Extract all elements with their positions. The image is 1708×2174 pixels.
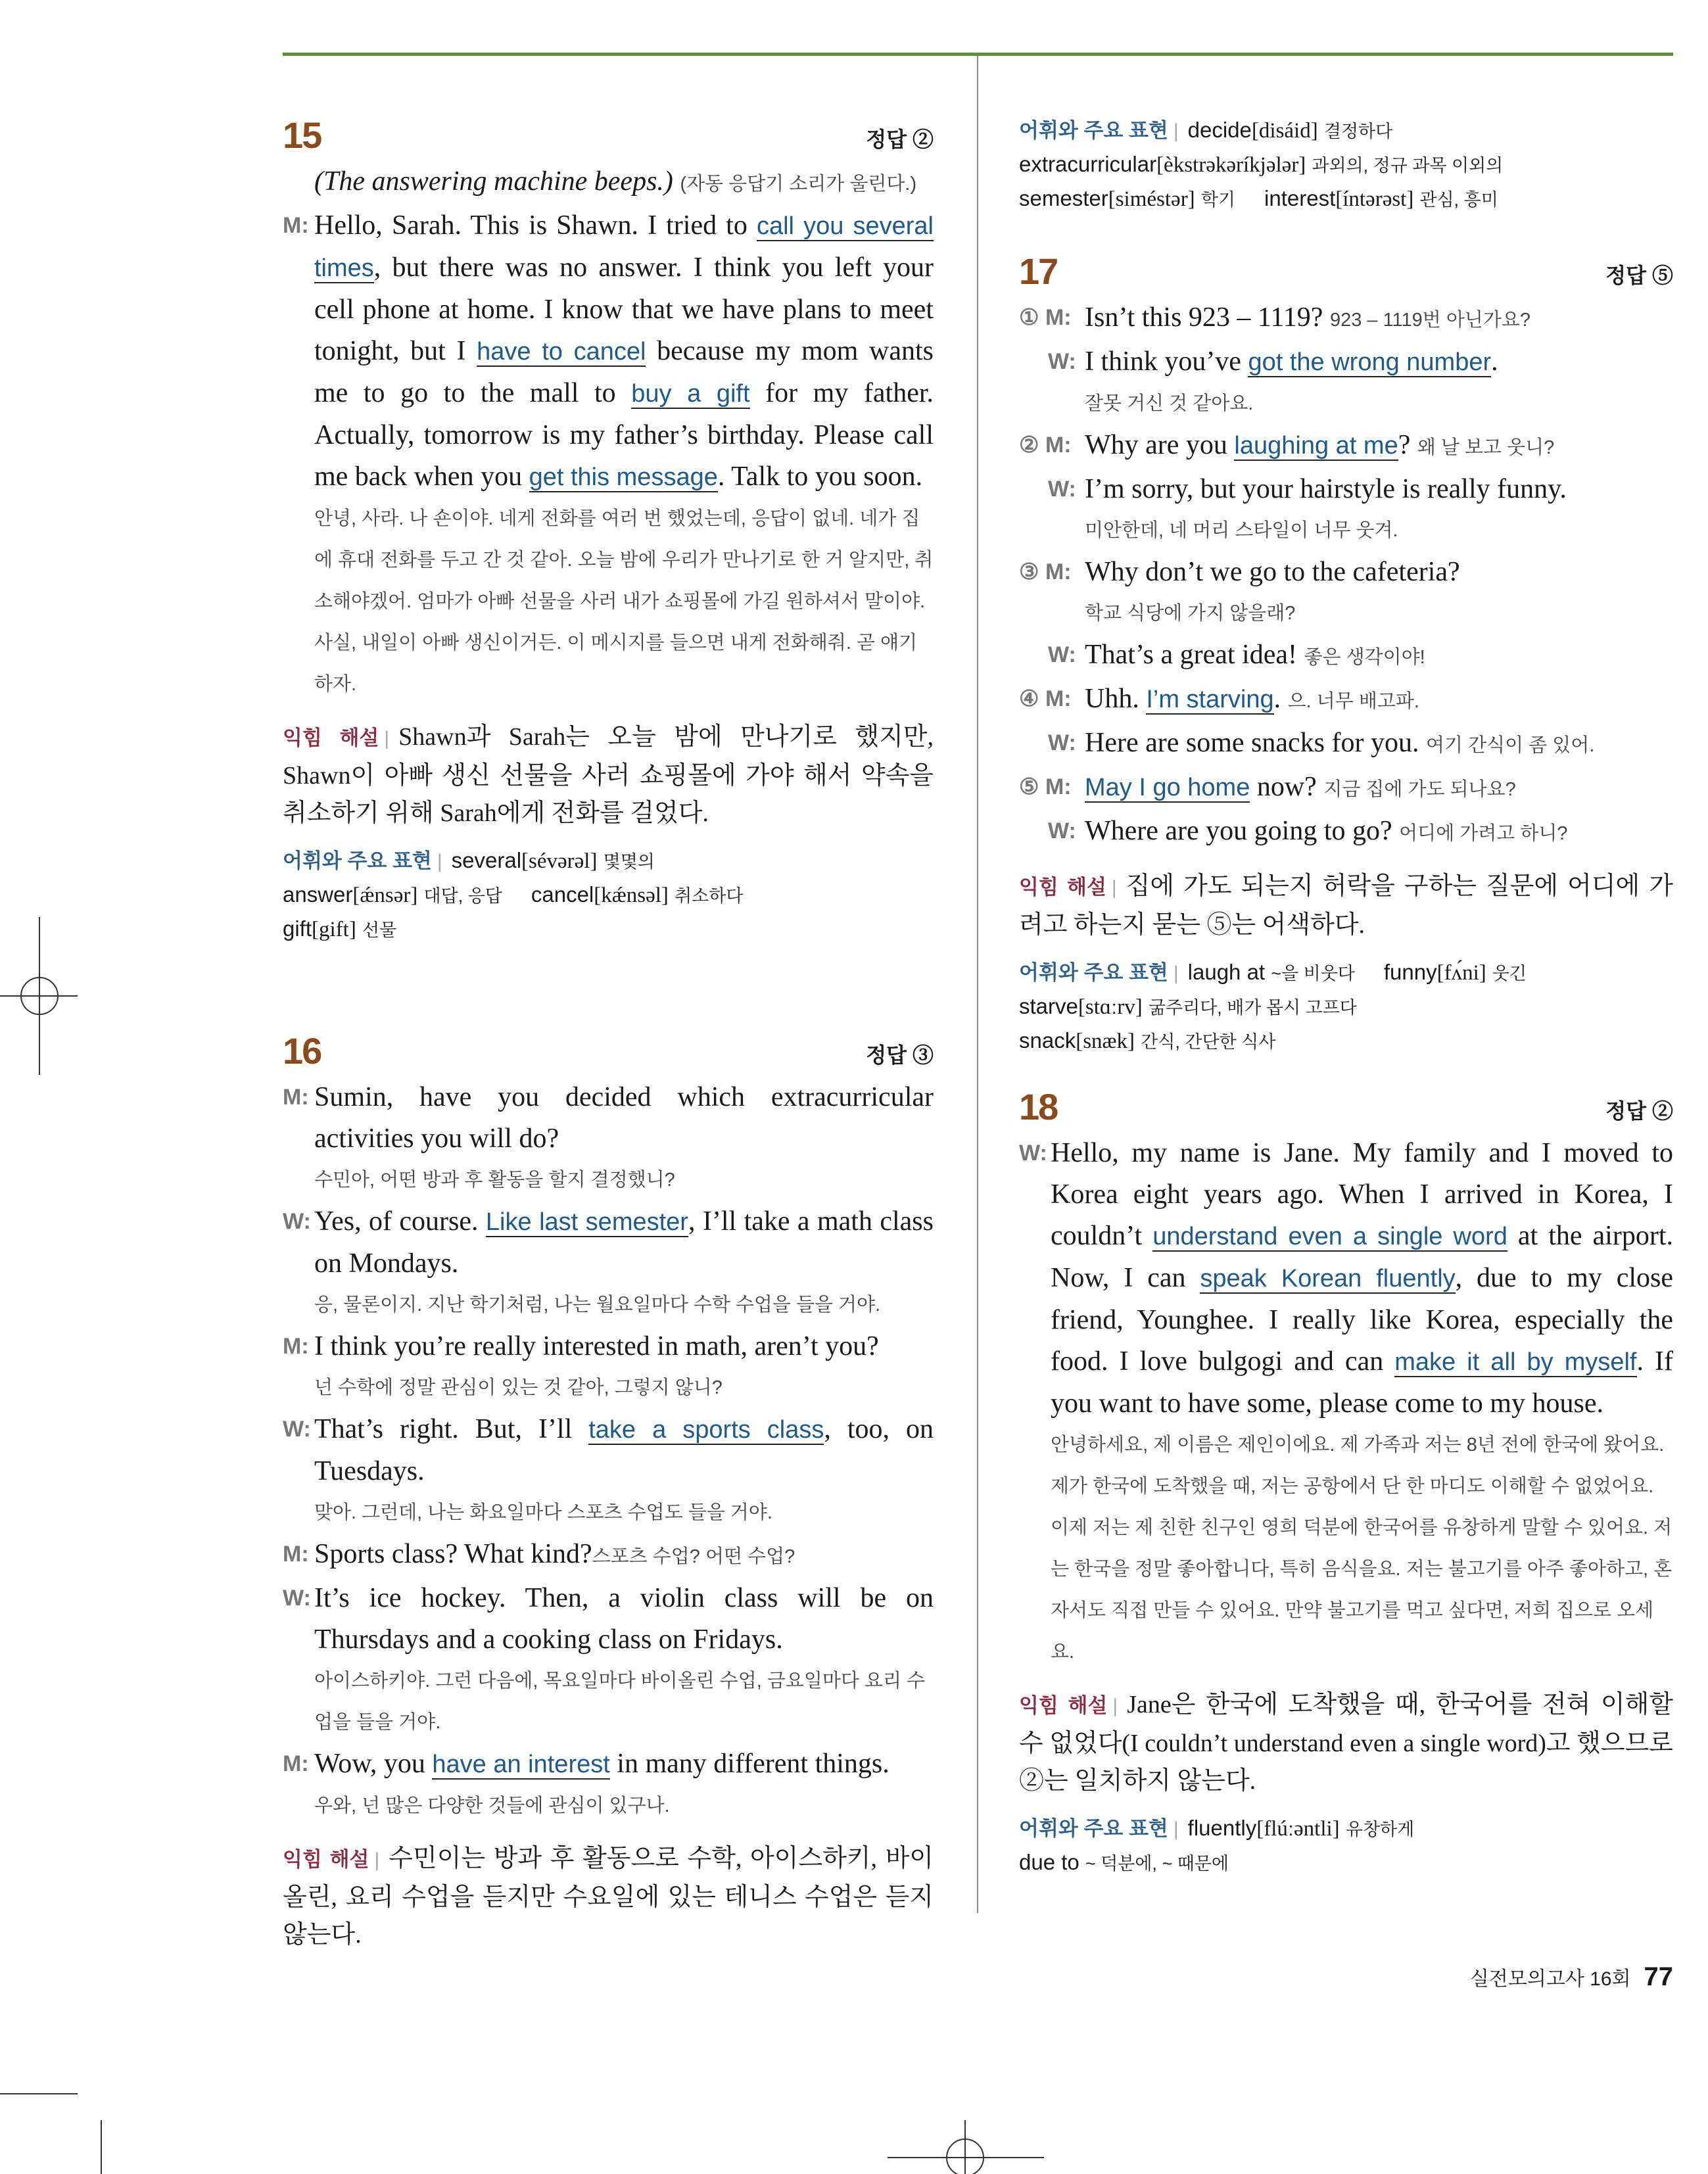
explanation-label: 익힘 해설	[283, 726, 379, 749]
vocab-pronunciation: [stɑːrv]	[1078, 995, 1143, 1019]
vocab-meaning: 유창하게	[1345, 1820, 1415, 1839]
speaker: W:	[283, 1417, 311, 1442]
vocab-meaning: 간식, 간단한 식사	[1141, 1032, 1276, 1052]
separator: |	[437, 851, 442, 872]
key-expression: Like last semester	[485, 1208, 688, 1236]
speaker: W:	[1048, 349, 1076, 374]
explanation-text: Jane은 한국에 도착했을 때, 한국어를 전혀 이해할 수 없었다(I couldn’t understand even a single word)고 했으므로 ②는 일치하지 않는다.	[1019, 1691, 1673, 1795]
option-marker: ⑤	[1019, 774, 1039, 799]
separator: |	[384, 728, 390, 749]
dialogue-text: Why are you	[1085, 430, 1235, 460]
vocab-word: starve	[1019, 994, 1078, 1018]
speaker: W:	[1048, 477, 1076, 502]
key-expression: have an interest	[432, 1751, 610, 1778]
translation: 맞아. 그런데, 나는 화요일마다 스포츠 수업도 들을 거야.	[314, 1502, 772, 1523]
speaker: M:	[283, 1542, 309, 1567]
dialogue-text: in many different things.	[609, 1749, 890, 1779]
speaker: W:	[283, 1209, 311, 1234]
stage-direction-text: (The answering machine beeps.)	[314, 166, 673, 197]
option-marker: ①	[1019, 305, 1039, 330]
separator: |	[1173, 120, 1179, 142]
vocab-meaning: 과외의, 정규 과목 이외의	[1312, 156, 1504, 176]
dialogue-text: .	[1273, 684, 1288, 714]
dialogue-text: because my mom wants me to go to the mall to	[314, 336, 934, 408]
separator: |	[1173, 962, 1179, 984]
vocab-word: semester	[1019, 186, 1108, 210]
vocab-label: 어휘와 주요 표현	[1019, 119, 1168, 142]
vocab-word: laugh at	[1187, 960, 1266, 984]
speaker: W:	[283, 1586, 311, 1611]
dialogue-text: That’s right. But, I’ll	[314, 1414, 589, 1444]
key-expression: make it all by myself	[1394, 1348, 1637, 1376]
speaker: M:	[1045, 686, 1072, 711]
inline-translation: 으. 너무 배고파.	[1287, 691, 1419, 712]
vocab-pronunciation: [flúːəntli]	[1256, 1817, 1340, 1841]
key-expression: laughing at me	[1234, 432, 1398, 460]
translation: 잘못 거신 것 같아요.	[1085, 393, 1254, 414]
inline-translation: 어디에 가려고 하니?	[1399, 823, 1568, 844]
speaker: M:	[283, 1334, 309, 1359]
speaker: M:	[1045, 305, 1072, 330]
key-expression: buy a gift	[631, 380, 750, 408]
dialogue-text: I think you’ve	[1085, 346, 1248, 377]
dialogue-text: .	[1491, 346, 1498, 377]
vocab-meaning: 학기	[1200, 190, 1236, 210]
vocab-word: fluently	[1187, 1816, 1257, 1840]
vocab-meaning: 관심, 흥미	[1419, 190, 1498, 210]
dialogue-text: That’s a great idea!	[1085, 640, 1304, 670]
dialogue-text: for my father. Actually, tomorrow is my father’s birthday. Please call me back when you	[314, 378, 934, 492]
inline-translation: 지금 집에 가도 되나요?	[1323, 779, 1516, 800]
speaker: M:	[1045, 774, 1072, 799]
vocab-meaning: 선물	[362, 920, 397, 940]
translation: 안녕, 사라. 나 숀이야. 네게 전화를 여러 번 했었는데, 응답이 없네. 네가 집에 휴대 전화를 두고 간 것 같아. 오늘 밤에 우리가 만나기로 한 거 알지만, 취소해야겠어. 엄마가 아빠 선물을 사러 내가 쇼핑몰에 가길 원하셔서 말이야. 사실, 내일이 아빠 생신이거든. 이 메시지를 들으면 내게 전화해줘. 곧 얘기하자.	[314, 508, 934, 695]
key-expression: have to cancel	[477, 338, 646, 366]
vocab-meaning: 취소하다	[675, 886, 744, 906]
question-number: 16	[283, 1030, 321, 1072]
footer-title: 실전모의고사 16회	[1469, 1968, 1631, 1990]
vocab-label: 어휘와 주요 표현	[283, 849, 432, 872]
dialogue-text: Hello, Sarah. This is Shawn. I tried to	[314, 210, 757, 241]
answer-label: 정답	[866, 1043, 907, 1067]
vocab-word: funny	[1383, 960, 1437, 984]
vocab-pronunciation: [disáid]	[1251, 119, 1318, 143]
key-expression: understand even a single word	[1152, 1223, 1507, 1250]
vocab-word: extracurricular	[1019, 152, 1157, 176]
vocab-pronunciation: [siméstər]	[1108, 187, 1195, 211]
vocab-pronunciation: [snæk]	[1076, 1029, 1135, 1053]
translation: 우와, 넌 많은 다양한 것들에 관심이 있구나.	[314, 1795, 670, 1816]
option-marker: ④	[1019, 686, 1039, 711]
vocab-word: due to	[1019, 1850, 1079, 1874]
vocab-label: 어휘와 주요 표현	[1019, 961, 1168, 984]
vocab-pronunciation: [íntərəst]	[1335, 187, 1414, 211]
dialogue-text: . If you want to have some, please come to my house.	[1051, 1346, 1674, 1419]
inline-translation: 923 – 1119번 아닌가요?	[1329, 310, 1531, 331]
dialogue-text: , I’ll take a math class on Mondays.	[314, 1206, 934, 1279]
translation: 안녕하세요, 제 이름은 제인이에요. 제 가족과 저는 8년 전에 한국에 왔어요. 제가 한국에 도착했을 때, 저는 공항에서 단 한 마디도 이해할 수 없었어요. 이제 저는 제 친한 친구인 영희 덕분에 한국어를 유창하게 말할 수 있어요. 저는 한국을 정말 좋아합니다, 특히 음식을요. 저는 불고기를 아주 좋아하고, 혼자서도 직접 만들 수 있어요. 만약 불고기를 먹고 싶다면, 저희 집으로 오세요.	[1051, 1434, 1672, 1663]
speaker: W:	[1048, 730, 1076, 755]
question-number: 15	[283, 114, 321, 156]
dialogue-text: I think you’re really interested in math, aren’t you?	[314, 1331, 879, 1361]
dialogue-text: Isn’t this 923 – 1119?	[1085, 302, 1330, 333]
vocab-word: gift	[283, 916, 312, 941]
answer-label: 정답	[1605, 264, 1647, 287]
vocab-pronunciation: [gift]	[312, 918, 356, 941]
speaker: M:	[1045, 433, 1072, 458]
explanation-text: 수민이는 방과 후 활동으로 수학, 아이스하키, 바이올린, 요리 수업을 듣지만 수요일에 있는 테니스 수업은 듣지 않는다.	[283, 1845, 934, 1949]
key-expression: speak Korean fluently	[1200, 1265, 1456, 1292]
dialogue-text: Hello, my name is Jane. My family and I moved to Korea eight years ago. When I arrived in Korea, I couldn’t	[1051, 1138, 1673, 1251]
vocab-word: decide	[1187, 118, 1252, 142]
vocab-meaning: ~을 비웃다	[1271, 964, 1355, 983]
dialogue-text: It’s ice hockey. Then, a violin class will be on Thursdays and a cooking class on Fridays.	[314, 1583, 934, 1655]
dialogue-text: at the airport. Now, I can	[1051, 1221, 1673, 1293]
dialogue-text: I’m sorry, but your hairstyle is really funny.	[1085, 474, 1567, 504]
question-number: 17	[1019, 250, 1058, 292]
vocab-meaning: 결정하다	[1323, 122, 1393, 141]
inline-translation: 좋은 생각이야!	[1304, 647, 1425, 668]
explanation-label: 익힘 해설	[1019, 1694, 1108, 1717]
answer-label: 정답	[1605, 1099, 1647, 1123]
key-expression: take a sports class	[588, 1416, 824, 1444]
translation: 학교 식당에 가지 않을래?	[1085, 603, 1296, 624]
dialogue-text: ?	[1398, 430, 1417, 460]
dialogue-text: Here are some snacks for you.	[1085, 728, 1426, 758]
vocab-meaning: ~ 덕분에, ~ 때문에	[1085, 1854, 1229, 1874]
dialogue-text: now?	[1250, 772, 1324, 802]
separator: |	[1112, 1695, 1118, 1717]
key-expression: call you several times	[314, 212, 934, 282]
key-expression: got the wrong number	[1248, 348, 1492, 376]
vocab-word: several	[451, 848, 522, 872]
speaker: M:	[1045, 559, 1072, 584]
answer-value: ②	[1651, 1099, 1673, 1123]
explanation-label: 익힘 해설	[283, 1848, 369, 1871]
vocab-word: answer	[283, 882, 353, 907]
vocab-word: cancel	[531, 882, 594, 907]
translation: 넌 수학에 정말 관심이 있는 것 같아, 그렇지 않니?	[314, 1377, 723, 1398]
vocab-pronunciation: [èkstrəkəríkjələr]	[1156, 153, 1306, 177]
explanation-label: 익힘 해설	[1019, 876, 1106, 899]
translation: 응, 물론이지. 지난 학기처럼, 나는 월요일마다 수학 수업을 들을 거야.	[314, 1294, 881, 1315]
speaker: M:	[283, 1085, 309, 1110]
speaker: W:	[1019, 1141, 1047, 1166]
dialogue-text: Wow, you	[314, 1749, 433, 1779]
vocab-meaning: 굶주리다, 배가 몹시 고프다	[1148, 998, 1357, 1018]
translation: 수민아, 어떤 방과 후 활동을 할지 결정했니?	[314, 1170, 675, 1191]
answer-value: ②	[912, 128, 934, 151]
vocab-label: 어휘와 주요 표현	[1019, 1817, 1168, 1840]
translation: 아이스하키야. 그런 다음에, 목요일마다 바이올린 수업, 금요일마다 요리 수업을 들을 거야.	[314, 1670, 926, 1733]
dialogue-text: . Talk to you soon.	[717, 461, 923, 492]
vocab-meaning: 웃긴	[1492, 964, 1527, 983]
speaker: M:	[283, 1751, 309, 1776]
explanation-text: Shawn과 Sarah는 오늘 밤에 만나기로 했지만, Shawn이 아빠 생신 선물을 사러 쇼핑몰에 가야 해서 약속을 취소하기 위해 Sarah에게 전화를 걸었다.	[283, 723, 934, 827]
vocab-pronunciation: [fʌ́ni]	[1436, 961, 1486, 985]
dialogue-text: Sports class? What kind?	[314, 1539, 592, 1569]
inline-translation: 스포츠 수업? 어떤 수업?	[592, 1546, 795, 1567]
key-expression: May I go home	[1085, 774, 1250, 801]
vocab-pronunciation: [ǽnsər]	[352, 884, 418, 907]
answer-value: ⑤	[1651, 264, 1673, 287]
dialogue-text: Sumin, have you decided which extracurricular activities you will do?	[314, 1082, 934, 1154]
dialogue-text: , due to my close friend, Younghee. I really like Korea, especially the food. I love bulgogi and can	[1051, 1263, 1673, 1377]
key-expression: I’m starving	[1146, 686, 1274, 713]
page-number: 77	[1644, 1962, 1673, 1991]
option-marker: ③	[1019, 559, 1039, 584]
key-expression: get this message	[529, 463, 718, 491]
speaker: M:	[283, 213, 309, 238]
dialogue-text: Uhh.	[1085, 684, 1147, 714]
separator: |	[374, 1849, 380, 1871]
option-marker: ②	[1019, 433, 1039, 458]
speaker: W:	[1048, 642, 1076, 667]
inline-translation: 여기 간식이 좀 있어.	[1425, 735, 1595, 756]
answer-value: ③	[912, 1043, 934, 1067]
answer-label: 정답	[866, 128, 907, 151]
vocab-pronunciation: [kǽnsəl]	[594, 884, 669, 907]
vocab-meaning: 대답, 응답	[423, 886, 502, 906]
separator: |	[1111, 877, 1117, 899]
translation: 미안한데, 네 머리 스타일이 너무 웃겨.	[1085, 520, 1398, 541]
vocab-pronunciation: [sévərəl]	[521, 849, 598, 873]
question-number: 18	[1019, 1086, 1058, 1127]
inline-translation: 왜 날 보고 웃니?	[1417, 437, 1555, 458]
dialogue-text: Where are you going to go?	[1085, 816, 1400, 846]
explanation-text: 집에 가도 되는지 허락을 구하는 질문에 어디에 가려고 하는지 묻는 ⑤는 어색하다.	[1019, 872, 1673, 939]
dialogue-text: Why don’t we go to the cafeteria?	[1085, 557, 1460, 587]
dialogue-text: , too, on Tuesdays.	[314, 1414, 934, 1486]
vocab-word: snack	[1019, 1028, 1076, 1052]
separator: |	[1173, 1818, 1179, 1840]
dialogue-text: Yes, of course.	[314, 1206, 486, 1237]
vocab-meaning: 몇몇의	[603, 852, 655, 872]
dialogue-text: , but there was no answer. I think you left your cell phone at home. I know that we have plans to meet tonight, but I	[314, 252, 934, 366]
stage-direction-translation: (자동 응답기 소리가 울린다.)	[680, 174, 917, 195]
speaker: W:	[1048, 818, 1076, 843]
vocab-word: interest	[1264, 186, 1336, 210]
